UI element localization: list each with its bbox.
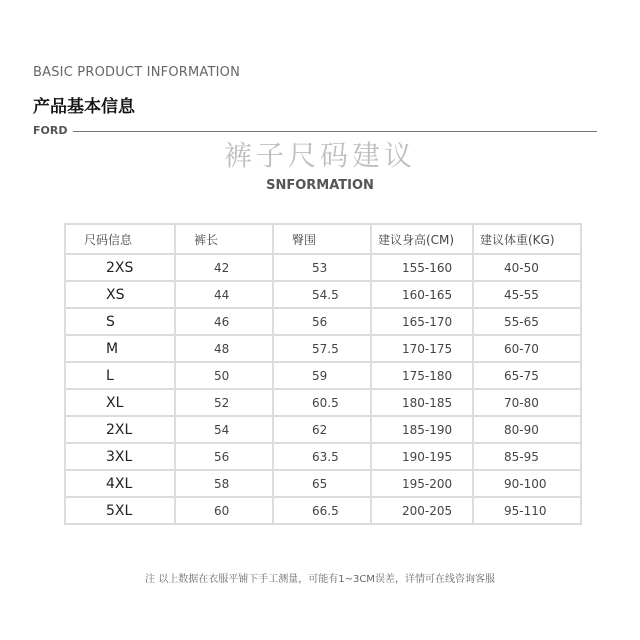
size-chart-table bbox=[64, 223, 582, 525]
table-cell: 48 bbox=[176, 336, 272, 361]
table-cell: 66.5 bbox=[274, 498, 370, 523]
table-cell: 95-110 bbox=[474, 498, 580, 523]
table-cell: 62 bbox=[274, 417, 370, 442]
size-cell: 2XL bbox=[66, 417, 174, 442]
table-cell: 155-160 bbox=[372, 255, 472, 280]
table-row bbox=[66, 444, 580, 469]
divider-line bbox=[73, 131, 597, 132]
table-cell: 57.5 bbox=[274, 336, 370, 361]
section-title-cn: 裤子尺码建议 bbox=[223, 139, 416, 172]
table-cell: 46 bbox=[176, 309, 272, 334]
table-cell: 54.5 bbox=[274, 282, 370, 307]
table-row bbox=[66, 471, 580, 496]
table-cell: 60-70 bbox=[474, 336, 580, 361]
table-row bbox=[66, 282, 580, 307]
table-cell: 65-75 bbox=[474, 363, 580, 388]
table-cell: 180-185 bbox=[372, 390, 472, 415]
column-header: 臀围 bbox=[274, 225, 370, 253]
table-cell: 53 bbox=[274, 255, 370, 280]
header-title-en: BASIC PRODUCT INFORMATION bbox=[33, 65, 241, 80]
table-row bbox=[66, 417, 580, 442]
size-cell: 2XS bbox=[66, 255, 174, 280]
table-cell: 40-50 bbox=[474, 255, 580, 280]
table-cell: 80-90 bbox=[474, 417, 580, 442]
table-cell: 50 bbox=[176, 363, 272, 388]
section-title-en: SNFORMATION bbox=[266, 178, 374, 193]
table-cell: 195-200 bbox=[372, 471, 472, 496]
column-header: 裤长 bbox=[176, 225, 272, 253]
table-cell: 185-190 bbox=[372, 417, 472, 442]
table-cell: 56 bbox=[274, 309, 370, 334]
table-cell: 59 bbox=[274, 363, 370, 388]
column-header: 尺码信息 bbox=[66, 225, 174, 253]
table-cell: 90-100 bbox=[474, 471, 580, 496]
size-cell: L bbox=[66, 363, 174, 388]
table-row bbox=[66, 255, 580, 280]
table-row bbox=[66, 309, 580, 334]
table-cell: 70-80 bbox=[474, 390, 580, 415]
table-cell: 63.5 bbox=[274, 444, 370, 469]
column-header: 建议体重(KG) bbox=[474, 225, 580, 253]
table-cell: 85-95 bbox=[474, 444, 580, 469]
table-cell: 44 bbox=[176, 282, 272, 307]
header-title-cn: 产品基本信息 bbox=[33, 97, 135, 117]
size-cell: S bbox=[66, 309, 174, 334]
table-header-row bbox=[66, 225, 580, 253]
table-cell: 165-170 bbox=[372, 309, 472, 334]
size-cell: XS bbox=[66, 282, 174, 307]
size-cell: M bbox=[66, 336, 174, 361]
table-cell: 42 bbox=[176, 255, 272, 280]
table-cell: 60.5 bbox=[274, 390, 370, 415]
table-cell: 200-205 bbox=[372, 498, 472, 523]
measurement-note: 注 以上数据在衣服平铺下手工测量，可能有1~3CM误差，详情可在线咨询客服 bbox=[145, 574, 495, 585]
table-cell: 175-180 bbox=[372, 363, 472, 388]
table-cell: 54 bbox=[176, 417, 272, 442]
size-cell: 5XL bbox=[66, 498, 174, 523]
table-cell: 160-165 bbox=[372, 282, 472, 307]
size-cell: 4XL bbox=[66, 471, 174, 496]
table-cell: 65 bbox=[274, 471, 370, 496]
table-cell: 45-55 bbox=[474, 282, 580, 307]
table-row bbox=[66, 498, 580, 523]
table-cell: 190-195 bbox=[372, 444, 472, 469]
table-row bbox=[66, 336, 580, 361]
table-row bbox=[66, 363, 580, 388]
column-header: 建议身高(CM) bbox=[372, 225, 472, 253]
table-cell: 170-175 bbox=[372, 336, 472, 361]
size-cell: 3XL bbox=[66, 444, 174, 469]
table-cell: 56 bbox=[176, 444, 272, 469]
brand-label: FORD bbox=[33, 124, 68, 137]
table-cell: 55-65 bbox=[474, 309, 580, 334]
table-row bbox=[66, 390, 580, 415]
table-cell: 52 bbox=[176, 390, 272, 415]
table-cell: 60 bbox=[176, 498, 272, 523]
size-cell: XL bbox=[66, 390, 174, 415]
table-cell: 58 bbox=[176, 471, 272, 496]
